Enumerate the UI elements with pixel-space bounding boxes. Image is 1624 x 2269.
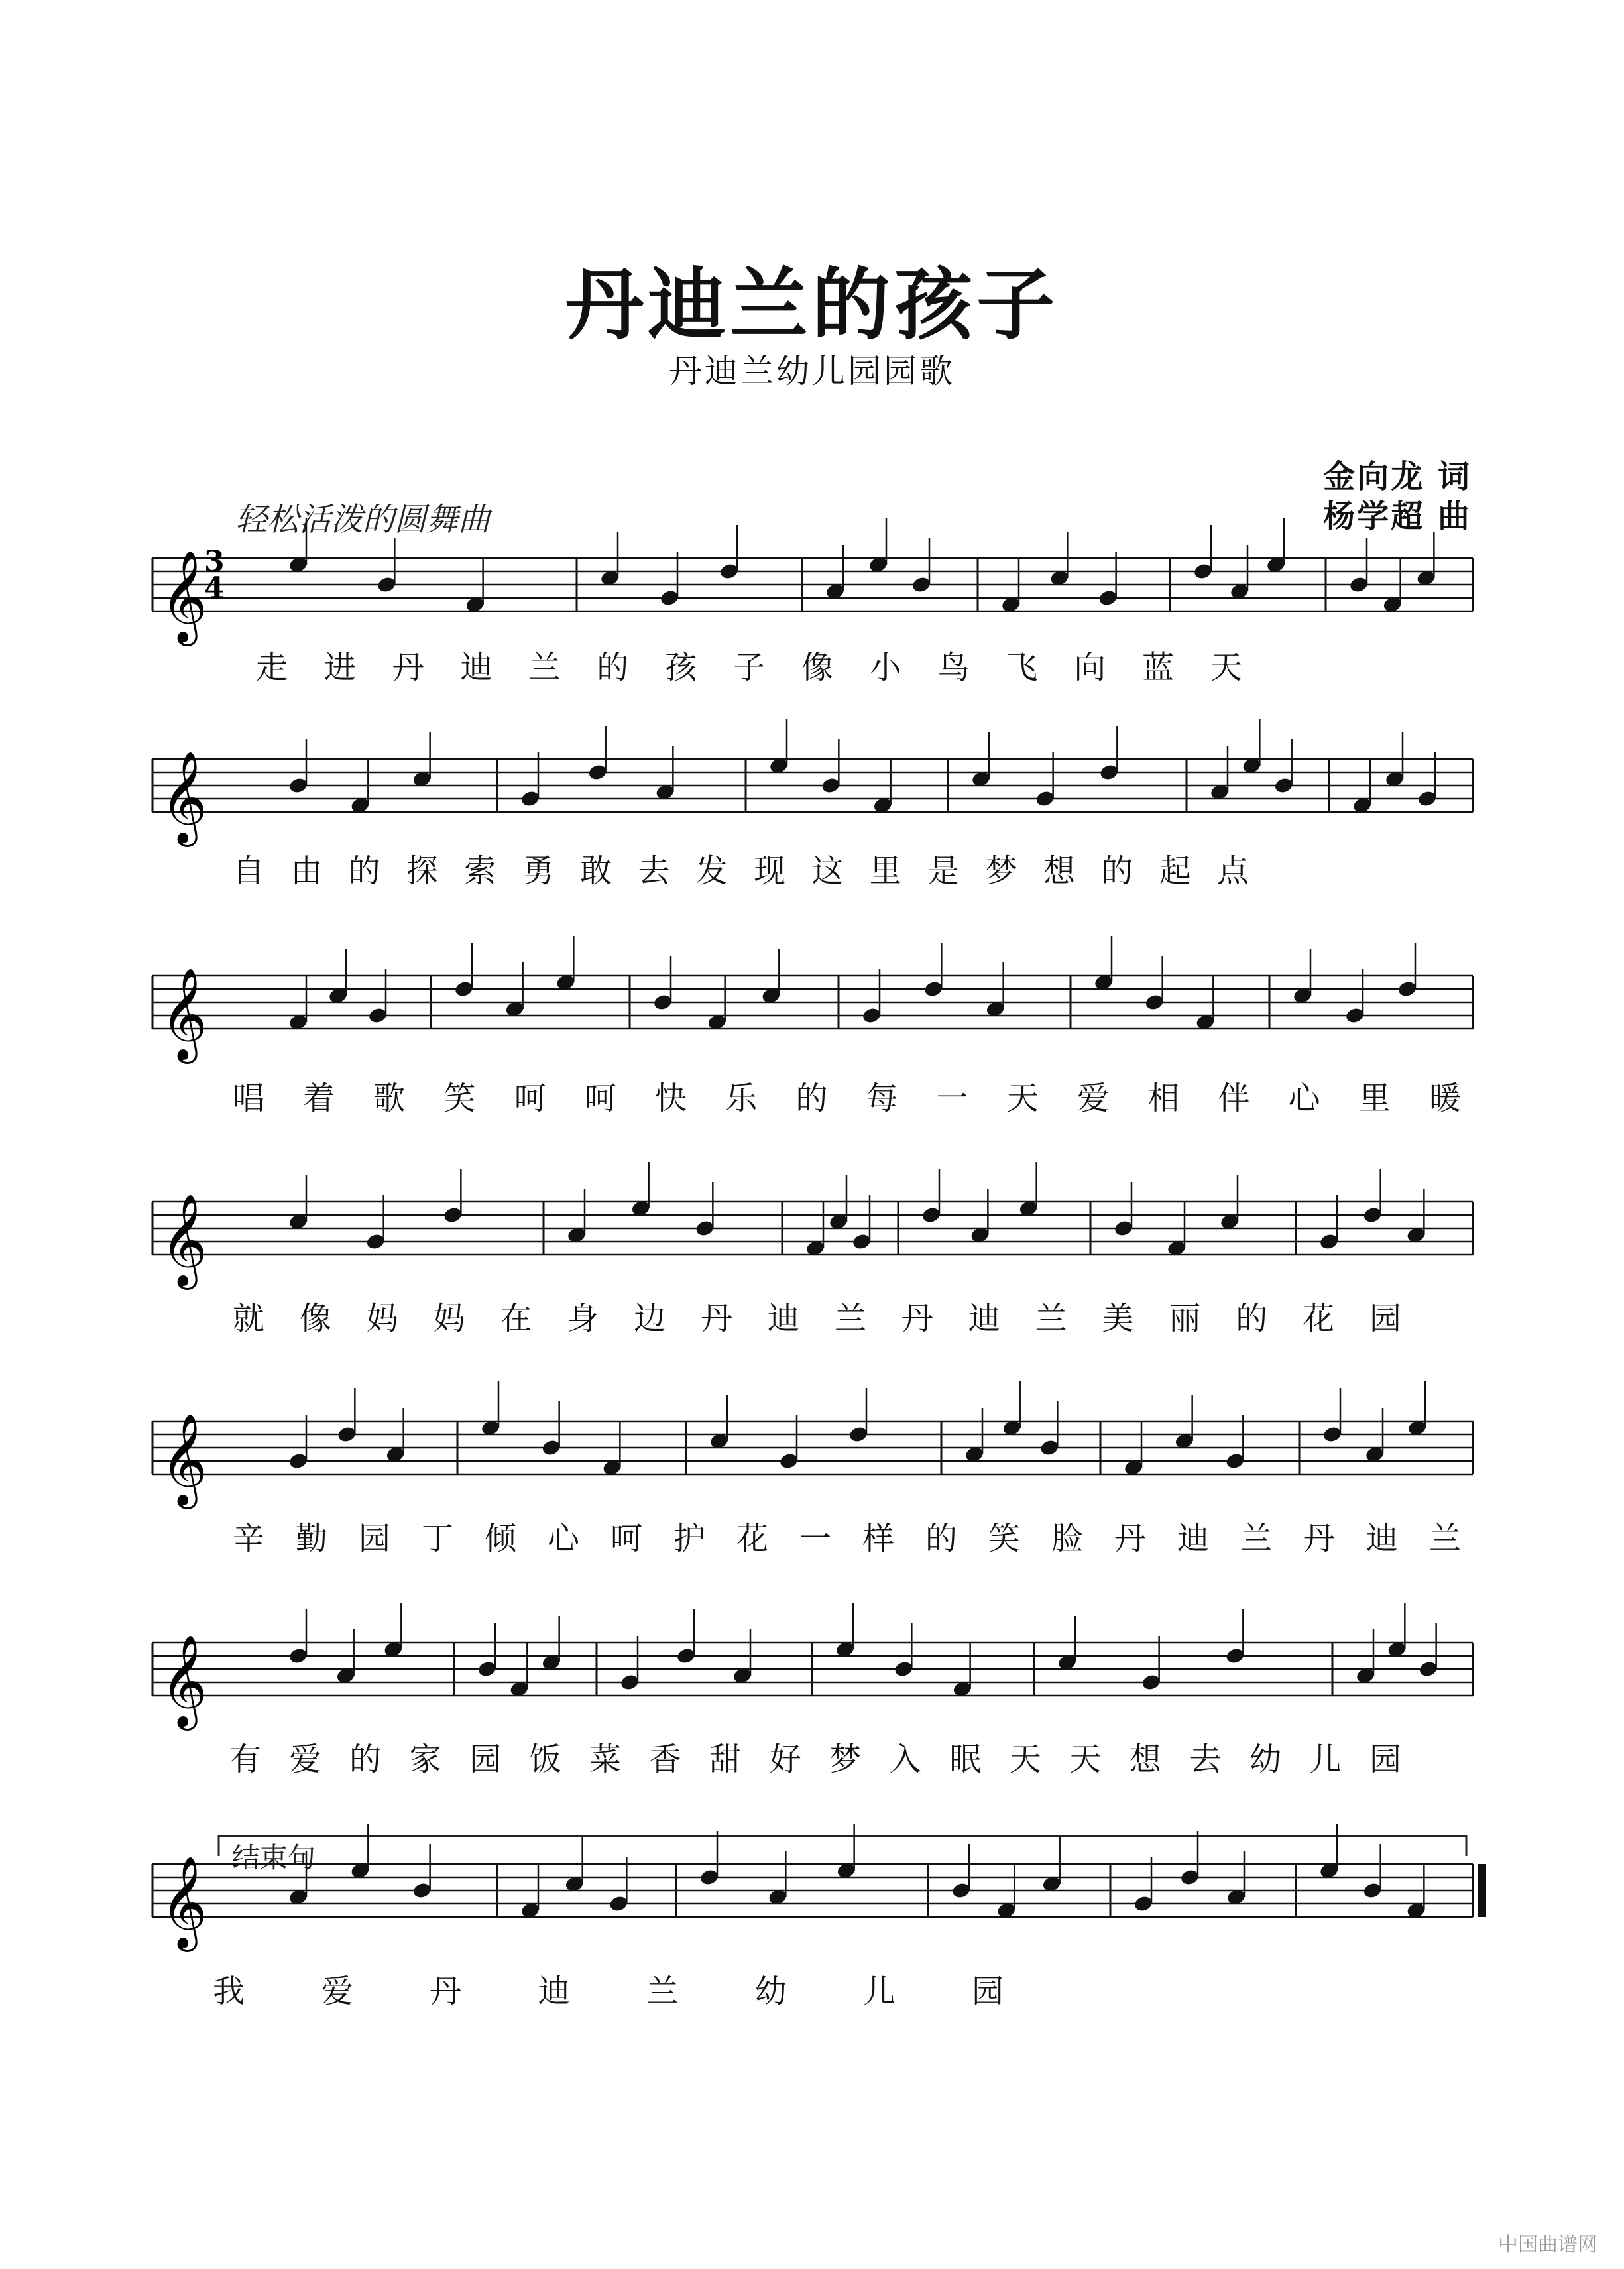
treble-clef-icon: 𝄞 bbox=[160, 968, 207, 1060]
lyric-syllable: 丽 bbox=[1169, 1300, 1202, 1337]
lyric-syllable: 梦 bbox=[829, 1741, 863, 1778]
lyric-syllable: 花 bbox=[736, 1520, 770, 1557]
lyric-syllable: 伴 bbox=[1218, 1080, 1251, 1117]
lyric-syllable: 乐 bbox=[725, 1080, 759, 1117]
song-title: 丹迪兰的孩子 bbox=[565, 259, 1059, 351]
lyric-syllable: 心 bbox=[548, 1520, 581, 1557]
lyric-syllable: 香 bbox=[649, 1741, 683, 1778]
tempo-marking: 轻松活泼的圆舞曲 bbox=[235, 501, 491, 538]
lyric-syllable: 小 bbox=[869, 649, 903, 686]
lyric-syllable: 的 bbox=[1101, 852, 1135, 890]
lyric-syllable: 天 bbox=[1009, 1741, 1043, 1778]
lyric-syllable: 兰 bbox=[646, 1973, 680, 2010]
lyric-syllable: 歌 bbox=[373, 1080, 407, 1117]
lyric-syllable: 去 bbox=[1189, 1741, 1223, 1778]
lyric-syllable: 爱 bbox=[321, 1973, 355, 2010]
lyric-syllable: 天 bbox=[1006, 1080, 1040, 1117]
lyric-syllable: 天 bbox=[1069, 1741, 1103, 1778]
lyric-syllable: 丁 bbox=[422, 1520, 455, 1557]
lyric-syllable: 儿 bbox=[1309, 1741, 1343, 1778]
ending-bracket bbox=[219, 1836, 1466, 1856]
final-barline bbox=[1478, 1864, 1486, 1917]
lyric-syllable: 快 bbox=[655, 1080, 689, 1117]
staff-system bbox=[152, 518, 1473, 646]
lyric-syllable: 飞 bbox=[1006, 649, 1039, 686]
lyric-syllable: 呵 bbox=[514, 1080, 548, 1117]
staff-system bbox=[152, 936, 1473, 1064]
lyric-syllable: 兰 bbox=[528, 649, 562, 686]
lyric-syllable: 发 bbox=[695, 852, 729, 890]
lyric-syllable: 美 bbox=[1102, 1300, 1135, 1337]
treble-clef-icon: 𝄞 bbox=[160, 1856, 207, 1948]
lyric-syllable: 像 bbox=[801, 649, 835, 686]
lyric-syllable: 笑 bbox=[443, 1080, 477, 1117]
lyric-syllable: 呵 bbox=[584, 1080, 618, 1117]
lyric-syllable: 探 bbox=[406, 852, 440, 890]
lyric-syllable: 的 bbox=[1236, 1300, 1269, 1337]
treble-clef-icon: 𝄞 bbox=[160, 550, 207, 642]
lyric-syllable: 暖 bbox=[1429, 1080, 1463, 1117]
lyric-syllable: 笑 bbox=[988, 1520, 1022, 1557]
lyric-syllable: 有 bbox=[229, 1741, 263, 1778]
lyric-syllable: 园 bbox=[1369, 1300, 1403, 1337]
treble-clef-icon: 𝄞 bbox=[160, 1194, 207, 1286]
site-watermark: 中国曲谱网 bbox=[1498, 2233, 1597, 2256]
lyric-syllable: 向 bbox=[1074, 649, 1108, 686]
lyric-syllable: 饭 bbox=[529, 1741, 563, 1778]
lyric-syllable: 孩 bbox=[665, 649, 699, 686]
ending-label: 结束句 bbox=[232, 1841, 316, 1874]
lyric-syllable: 迪 bbox=[768, 1300, 801, 1337]
lyric-syllable: 儿 bbox=[863, 1973, 897, 2010]
lyric-syllable: 迪 bbox=[1177, 1520, 1211, 1557]
lyric-syllable: 花 bbox=[1303, 1300, 1336, 1337]
lyric-syllable: 丹 bbox=[1114, 1520, 1148, 1557]
lyric-syllable: 爱 bbox=[289, 1741, 323, 1778]
lyric-syllable: 的 bbox=[349, 1741, 383, 1778]
lyric-syllable: 鸟 bbox=[937, 649, 971, 686]
lyric-syllable: 像 bbox=[299, 1300, 333, 1337]
lyricist-credit: 金向龙 词 bbox=[1323, 458, 1472, 495]
lyric-syllable: 一 bbox=[936, 1080, 970, 1117]
lyric-syllable: 迪 bbox=[538, 1973, 571, 2010]
lyric-syllable: 自 bbox=[233, 852, 266, 890]
lyric-syllable: 兰 bbox=[834, 1300, 868, 1337]
lyric-syllable: 园 bbox=[1369, 1741, 1403, 1778]
lyric-syllable: 敢 bbox=[580, 852, 614, 890]
staff-system bbox=[152, 1381, 1473, 1509]
lyric-syllable: 兰 bbox=[1429, 1520, 1463, 1557]
lyric-syllable: 入 bbox=[889, 1741, 923, 1778]
lyric-syllable: 梦 bbox=[985, 852, 1019, 890]
lyric-syllable: 边 bbox=[634, 1300, 667, 1337]
lyric-syllable: 幼 bbox=[1249, 1741, 1283, 1778]
lyric-syllable: 的 bbox=[925, 1520, 959, 1557]
lyric-syllable: 兰 bbox=[1240, 1520, 1274, 1557]
lyric-syllable: 点 bbox=[1217, 852, 1251, 890]
lyric-syllable: 天 bbox=[1210, 649, 1244, 686]
lyric-syllable: 就 bbox=[233, 1300, 266, 1337]
lyric-syllable: 丹 bbox=[1303, 1520, 1337, 1557]
lyric-syllable: 去 bbox=[638, 852, 671, 890]
lyric-syllable: 迪 bbox=[1366, 1520, 1400, 1557]
lyric-syllable: 我 bbox=[213, 1973, 247, 2010]
lyric-syllable: 蓝 bbox=[1142, 649, 1176, 686]
lyric-syllable: 丹 bbox=[430, 1973, 463, 2010]
lyric-syllable: 走 bbox=[256, 649, 290, 686]
lyric-syllable: 呵 bbox=[610, 1520, 644, 1557]
lyric-syllable: 心 bbox=[1288, 1080, 1322, 1117]
lyric-syllable: 每 bbox=[866, 1080, 899, 1117]
lyric-syllable: 丹 bbox=[901, 1300, 935, 1337]
staff-system bbox=[152, 1603, 1473, 1731]
lyric-syllable: 妈 bbox=[433, 1300, 467, 1337]
lyric-syllable: 家 bbox=[409, 1741, 443, 1778]
lyric-syllable: 脸 bbox=[1051, 1520, 1085, 1557]
lyric-syllable: 现 bbox=[754, 852, 787, 890]
lyric-syllable: 索 bbox=[464, 852, 498, 890]
lyric-syllable: 想 bbox=[1043, 852, 1076, 890]
lyric-syllable: 园 bbox=[359, 1520, 392, 1557]
lyric-syllable: 迪 bbox=[460, 649, 494, 686]
lyric-syllable: 倾 bbox=[485, 1520, 518, 1557]
staff-system bbox=[152, 1162, 1473, 1290]
treble-clef-icon: 𝄞 bbox=[160, 751, 207, 843]
lyric-syllable: 是 bbox=[927, 852, 961, 890]
lyric-syllable: 起 bbox=[1159, 852, 1192, 890]
lyric-syllable: 里 bbox=[1358, 1080, 1392, 1117]
lyric-syllable: 爱 bbox=[1077, 1080, 1111, 1117]
lyric-syllable: 在 bbox=[500, 1300, 534, 1337]
lyric-syllable: 勤 bbox=[296, 1520, 329, 1557]
song-subtitle: 丹迪兰幼儿园园歌 bbox=[669, 352, 955, 390]
lyric-syllable: 护 bbox=[673, 1520, 707, 1557]
lyric-syllable: 菜 bbox=[589, 1741, 623, 1778]
time-signature-bottom: 4 bbox=[204, 571, 225, 605]
lyric-syllable: 着 bbox=[303, 1080, 337, 1117]
lyric-syllable: 唱 bbox=[233, 1080, 266, 1117]
lyric-syllable: 的 bbox=[597, 649, 630, 686]
lyric-syllable: 一 bbox=[799, 1520, 833, 1557]
lyric-syllable: 兰 bbox=[1035, 1300, 1069, 1337]
lyric-syllable: 幼 bbox=[754, 1973, 788, 2010]
lyric-syllable: 丹 bbox=[392, 649, 426, 686]
staff-system bbox=[152, 719, 1473, 847]
lyric-syllable: 想 bbox=[1129, 1741, 1163, 1778]
lyric-syllable: 的 bbox=[348, 852, 382, 890]
lyric-syllable: 勇 bbox=[522, 852, 555, 890]
lyric-syllable: 眠 bbox=[949, 1741, 983, 1778]
lyric-syllable: 样 bbox=[862, 1520, 896, 1557]
lyric-syllable: 子 bbox=[733, 649, 767, 686]
treble-clef-icon: 𝄞 bbox=[160, 1635, 207, 1727]
lyric-syllable: 进 bbox=[323, 649, 357, 686]
lyric-syllable: 好 bbox=[769, 1741, 803, 1778]
staff-system bbox=[152, 1824, 1486, 1952]
lyric-syllable: 甜 bbox=[709, 1741, 743, 1778]
treble-clef-icon: 𝄞 bbox=[160, 1413, 207, 1505]
lyric-syllable: 辛 bbox=[233, 1520, 266, 1557]
lyric-syllable: 这 bbox=[811, 852, 845, 890]
composer-credit: 杨学超 曲 bbox=[1323, 498, 1472, 535]
lyric-syllable: 的 bbox=[795, 1080, 829, 1117]
time-signature-top: 3 bbox=[204, 545, 225, 579]
lyric-syllable: 相 bbox=[1147, 1080, 1181, 1117]
lyric-syllable: 园 bbox=[972, 1973, 1006, 2010]
lyric-syllable: 里 bbox=[869, 852, 903, 890]
lyric-syllable: 妈 bbox=[366, 1300, 400, 1337]
lyric-syllable: 迪 bbox=[968, 1300, 1002, 1337]
lyric-syllable: 身 bbox=[567, 1300, 601, 1337]
lyric-syllable: 由 bbox=[290, 852, 324, 890]
lyric-syllable: 丹 bbox=[701, 1300, 734, 1337]
lyric-syllable: 园 bbox=[469, 1741, 503, 1778]
